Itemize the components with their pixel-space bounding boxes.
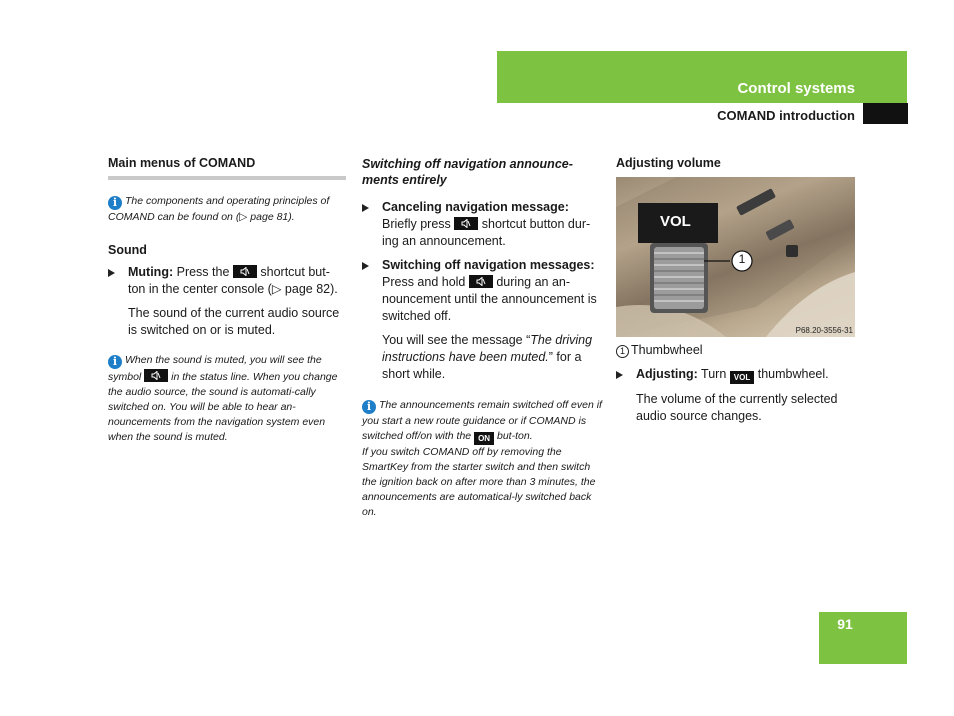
switch-off-heading: Switching off navigation announce-ments entirely bbox=[362, 157, 573, 187]
bullet-arrow-icon bbox=[362, 262, 369, 270]
bullet-arrow-icon bbox=[616, 371, 623, 379]
info-icon: i bbox=[362, 400, 376, 414]
mute-symbol-icon bbox=[144, 369, 168, 382]
column-2 bbox=[362, 156, 602, 520]
muting-item: Muting: Press the shortcut but-ton in the center console (▷ page 82). bbox=[108, 264, 346, 298]
column-1 bbox=[108, 156, 346, 445]
figure-code: P68.20-3556-31 bbox=[795, 326, 853, 335]
info-note-2: i When the sound is muted, you will see the symbol in the status line. When you change the audio source, the sound is automati-cally switched on. You will be able to hear an-nouncements from the navigation system even when the sound is muted. bbox=[108, 354, 338, 443]
vol-key-icon: VOL bbox=[730, 371, 754, 384]
subsection-title: COMAND introduction bbox=[717, 108, 855, 123]
heading-rule bbox=[108, 176, 346, 180]
mute-key-icon bbox=[454, 217, 478, 230]
info-note-1: i The components and operating principles of COMAND can be found on (▷ page 81). bbox=[108, 195, 330, 223]
section-title: Control systems bbox=[737, 80, 855, 97]
page-number: 91 bbox=[837, 616, 853, 632]
bullet-arrow-icon bbox=[108, 269, 115, 277]
on-key-icon: ON bbox=[474, 432, 494, 445]
cancel-item: Canceling navigation message: Briefly press shortcut button dur-ing an announcement. bbox=[362, 199, 602, 250]
figure-legend: 1 Thumbwheel bbox=[616, 342, 856, 359]
info-note-3: i The announcements remain switched off even if you start a new route guidance or if COMAND is switched off/on with the ON but-ton. If you switch COMAND off by removing the SmartKey from the starter switch and then switch the ignition back on after more than 3 minutes, the announcements are automatical-ly switched back on. bbox=[362, 399, 602, 518]
adjusting-item: Adjusting: Turn VOL thumbwheel. bbox=[616, 366, 856, 384]
message-text: You will see the message “The driving instructions have been muted.” for a short while. bbox=[382, 333, 593, 381]
mute-key-icon bbox=[233, 265, 257, 278]
column-3 bbox=[616, 156, 856, 425]
info-icon: i bbox=[108, 196, 122, 210]
bullet-arrow-icon bbox=[362, 204, 369, 212]
callout-number: 1 bbox=[738, 252, 746, 266]
mute-key-icon bbox=[469, 275, 493, 288]
vol-label: VOL bbox=[660, 213, 691, 230]
legend-number: 1 bbox=[616, 345, 629, 358]
adjusting-volume-heading: Adjusting volume bbox=[616, 156, 721, 170]
info-icon: i bbox=[108, 355, 122, 369]
sound-heading: Sound bbox=[108, 243, 147, 257]
vol-figure bbox=[616, 177, 855, 337]
switchoff-item: Switching off navigation messages: Press and hold during an an-nouncement until the announcement is switched off. bbox=[362, 257, 602, 325]
black-tab bbox=[863, 103, 908, 124]
muting-follow-text: The sound of the current audio source is switched on or is muted. bbox=[128, 306, 340, 337]
adjust-follow-text: The volume of the currently selected audio source changes. bbox=[636, 392, 838, 423]
main-menus-heading: Main menus of COMAND bbox=[108, 156, 256, 170]
